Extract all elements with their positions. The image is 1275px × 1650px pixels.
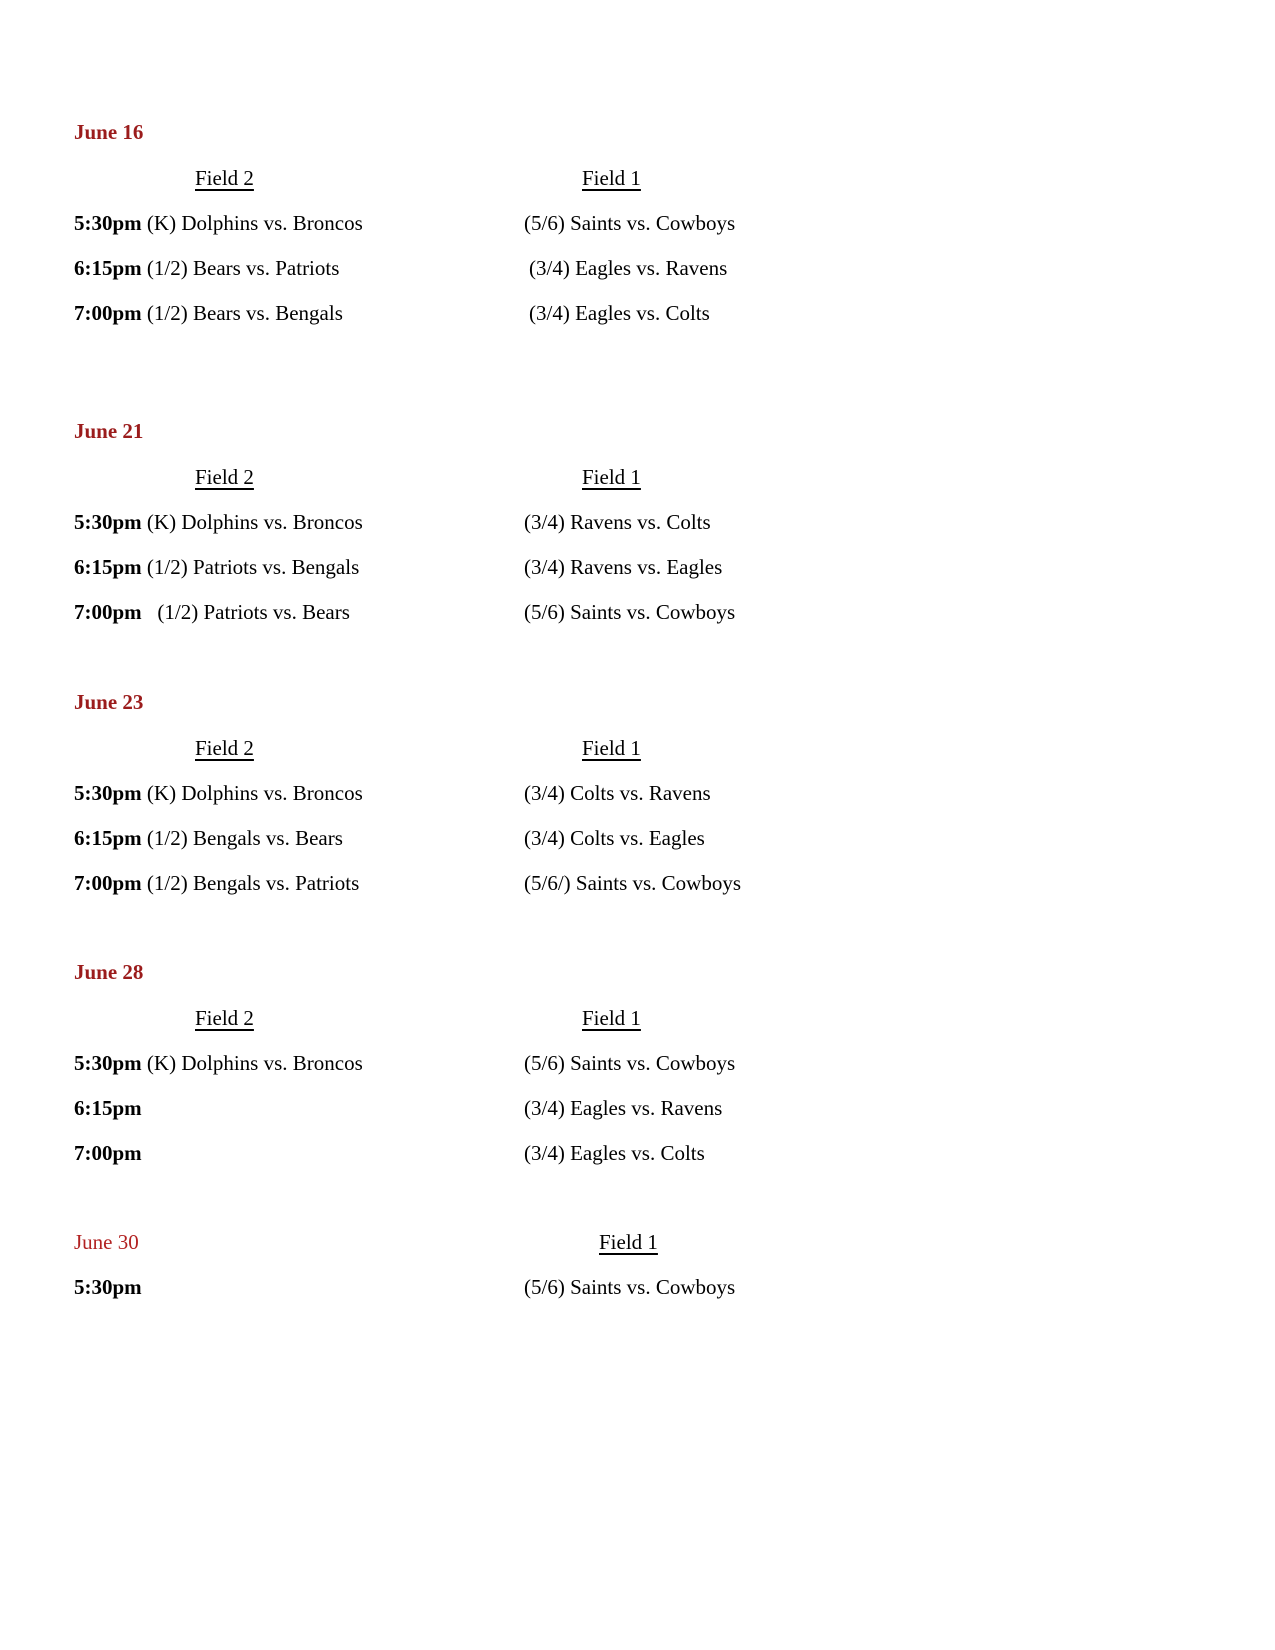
game-row bbox=[74, 300, 343, 326]
date-heading: June 21 bbox=[74, 419, 144, 443]
game-time: 7:00pm bbox=[74, 301, 142, 325]
field-1-game: (3/4) Colts vs. Eagles bbox=[524, 826, 705, 850]
field-1-game: (5/6) Saints vs. Cowboys bbox=[524, 1051, 736, 1075]
game-row bbox=[74, 255, 339, 281]
field-1-game: (5/6/) Saints vs. Cowboys bbox=[524, 871, 742, 895]
game-row bbox=[74, 870, 359, 896]
game-row bbox=[74, 1140, 142, 1166]
field-2-game: (1/2) Bengals vs. Patriots bbox=[141, 871, 360, 895]
field-2-header: Field 2 bbox=[195, 166, 254, 190]
field-2-header: Field 2 bbox=[195, 1006, 254, 1030]
game-time: 5:30pm bbox=[74, 1275, 142, 1299]
field-2-game: (1/2) Patriots vs. Bengals bbox=[141, 555, 360, 579]
game-row bbox=[74, 509, 363, 535]
field-1-game: (3/4) Eagles vs. Ravens bbox=[524, 1096, 723, 1120]
game-row bbox=[74, 780, 363, 806]
game-time: 7:00pm bbox=[74, 871, 142, 895]
date-heading: June 23 bbox=[74, 690, 144, 714]
game-row bbox=[74, 554, 359, 580]
field-2-game: (K) Dolphins vs. Broncos bbox=[141, 211, 363, 235]
field-1-header: Field 1 bbox=[582, 465, 641, 489]
field-2-game: (1/2) Bears vs. Bengals bbox=[141, 301, 343, 325]
field-1-header: Field 1 bbox=[582, 736, 641, 760]
field-1-header: Field 1 bbox=[582, 1006, 641, 1030]
field-2-game: (K) Dolphins vs. Broncos bbox=[141, 1051, 363, 1075]
field-2-game: (K) Dolphins vs. Broncos bbox=[141, 781, 363, 805]
field-1-game: (5/6) Saints vs. Cowboys bbox=[524, 600, 736, 624]
field-2-game: (1/2) Bengals vs. Bears bbox=[141, 826, 343, 850]
field-1-game: (5/6) Saints vs. Cowboys bbox=[524, 211, 736, 235]
field-2-game: (1/2) Patriots vs. Bears bbox=[141, 600, 350, 624]
field-1-game: (3/4) Eagles vs. Ravens bbox=[529, 256, 728, 280]
date-heading: June 28 bbox=[74, 960, 144, 984]
field-1-game: (3/4) Eagles vs. Colts bbox=[524, 1141, 705, 1165]
field-1-header: Field 1 bbox=[582, 166, 641, 190]
field-1-game: (3/4) Ravens vs. Colts bbox=[524, 510, 711, 534]
field-2-game: (K) Dolphins vs. Broncos bbox=[141, 510, 363, 534]
game-time: 5:30pm bbox=[74, 211, 142, 235]
game-time: 7:00pm bbox=[74, 1141, 142, 1165]
game-time: 6:15pm bbox=[74, 826, 142, 850]
field-1-game: (3/4) Colts vs. Ravens bbox=[524, 781, 711, 805]
field-1-game: (3/4) Eagles vs. Colts bbox=[529, 301, 710, 325]
game-time: 6:15pm bbox=[74, 256, 142, 280]
game-time: 6:15pm bbox=[74, 555, 142, 579]
field-1-game: (3/4) Ravens vs. Eagles bbox=[524, 555, 723, 579]
field-2-header: Field 2 bbox=[195, 736, 254, 760]
date-heading: June 16 bbox=[74, 120, 144, 144]
field-1-game: (5/6) Saints vs. Cowboys bbox=[524, 1275, 736, 1299]
field-2-game: (1/2) Bears vs. Patriots bbox=[141, 256, 340, 280]
game-row bbox=[74, 1050, 363, 1076]
game-row bbox=[74, 1095, 142, 1121]
game-time: 6:15pm bbox=[74, 1096, 142, 1120]
game-row bbox=[74, 825, 343, 851]
field-2-header: Field 2 bbox=[195, 465, 254, 489]
game-row bbox=[74, 599, 350, 625]
game-time: 5:30pm bbox=[74, 510, 142, 534]
game-time: 7:00pm bbox=[74, 600, 142, 624]
game-time: 5:30pm bbox=[74, 781, 142, 805]
game-time: 5:30pm bbox=[74, 1051, 142, 1075]
date-heading: June 30 bbox=[74, 1230, 139, 1254]
field-1-header: Field 1 bbox=[599, 1230, 658, 1254]
game-row bbox=[74, 210, 363, 236]
